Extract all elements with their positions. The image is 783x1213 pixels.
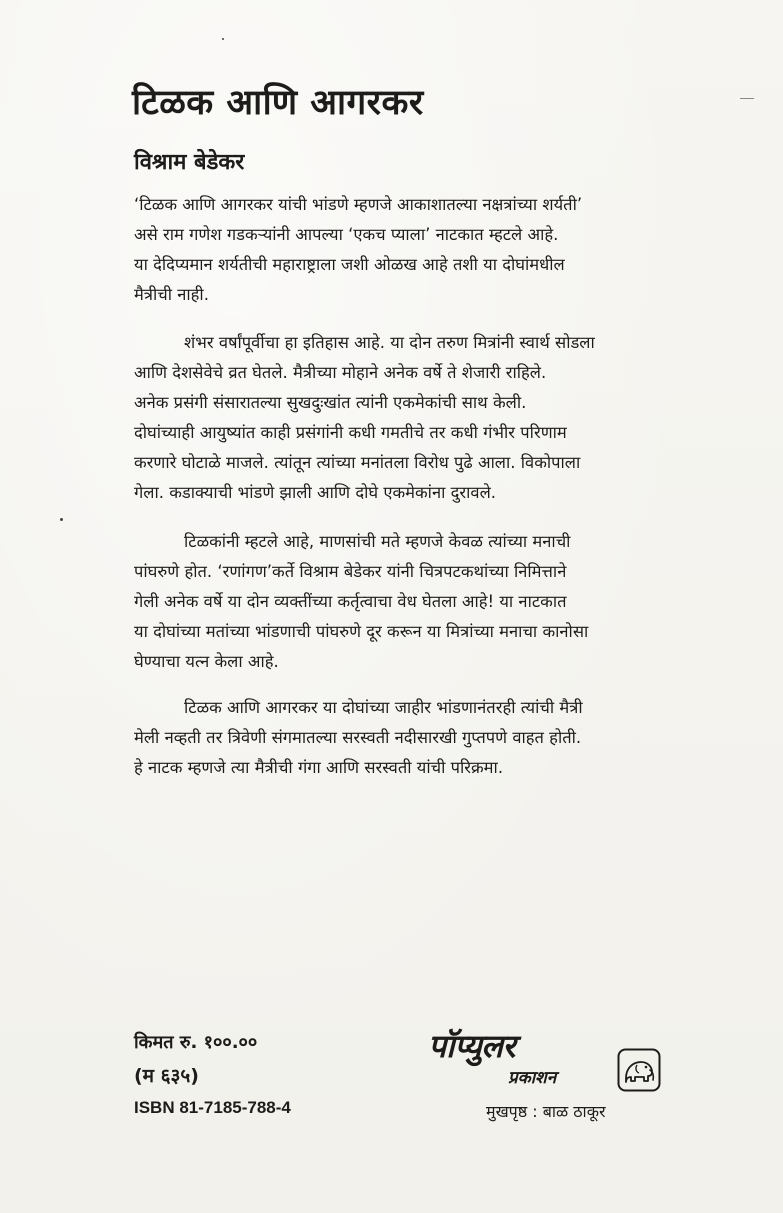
blurb-paragraph-3 — [134, 527, 664, 677]
paper-speck — [60, 518, 63, 521]
blurb-paragraph-2 — [134, 328, 664, 508]
blurb-line: या देदिप्यमान शर्यतीची महाराष्ट्राला जशी ओळख आहे तशी या दोघांमधील — [134, 255, 565, 274]
book-author: विश्राम बेडेकर — [134, 150, 245, 175]
blurb-line: शंभर वर्षांपूर्वीचा हा इतिहास आहे. या दोन तरुण मित्रांनी स्वार्थ सोडला — [184, 333, 595, 352]
blurb-line: हे नाटक म्हणजे त्या मैत्रीची गंगा आणि सरस्वती यांची परिक्रमा. — [134, 758, 504, 777]
blurb-line: या दोघांच्या मतांच्या भांडणाची पांघरुणे दूर करून या मित्रांच्या मनाचा कानोसा — [134, 622, 589, 641]
catalog-code: (म ६३५) — [134, 1065, 199, 1087]
elephant-logo-icon — [617, 1048, 661, 1092]
blurb-line: घेण्याचा यत्न केला आहे. — [134, 652, 279, 671]
blurb-line: आणि देशसेवेचे व्रत घेतले. मैत्रीच्या मोहाने अनेक वर्षे ते शेजारी राहिले. — [134, 363, 547, 382]
blurb-line: मेली नव्हती तर त्रिवेणी संगमातल्या सरस्वती नदीसारखी गुप्तपणे वाहत होती. — [134, 728, 582, 747]
blurb-line: टिळक आणि आगरकर या दोघांच्या जाहीर भांडणानंतरही त्यांची मैत्री — [184, 698, 583, 717]
price-label: किमत रु. १००.०० — [134, 1032, 258, 1053]
publisher-subtitle: प्रकाशन — [508, 1068, 557, 1088]
blurb-line: पांघरुणे होत. ‘रणांगण’कर्ते विश्राम बेडेकर यांनी चित्रपटकथांच्या निमित्ताने — [134, 562, 567, 581]
paper-speck — [740, 98, 754, 99]
blurb-line: मैत्रीची नाही. — [134, 285, 209, 304]
publisher-name: पॉप्युलर — [428, 1027, 515, 1065]
paper-speck — [222, 38, 224, 40]
blurb-line: टिळकांनी म्हटले आहे, माणसांची मते म्हणजे केवळ त्यांच्या मनाची — [184, 532, 571, 551]
blurb-line: असे राम गणेश गडकऱ्यांनी आपल्या ‘एकच प्याला’ नाटकात म्हटले आहे. — [134, 225, 559, 244]
blurb-paragraph-4 — [134, 693, 664, 783]
blurb-line: करणारे घोटाळे माजले. त्यांतून त्यांच्या मनांतला विरोध पुढे आला. विकोपाला — [134, 453, 581, 472]
book-title: टिळक आणि आगरकर — [132, 83, 424, 123]
blurb-line: गेला. कडाक्याची भांडणे झाली आणि दोघे एकमेकांना दुरावले. — [134, 483, 497, 502]
blurb-line: गेली अनेक वर्षे या दोन व्यक्तींच्या कर्तृत्वाचा वेध घेतला आहे! या नाटकात — [134, 592, 567, 611]
blurb-line: दोघांच्याही आयुष्यांत काही प्रसंगांनी कधी गमतीचे तर कधी गंभीर परिणाम — [134, 423, 567, 442]
cover-credit: मुखपृष्ठ : बाळ ठाकूर — [486, 1102, 606, 1121]
blurb-line: ‘टिळक आणि आगरकर यांची भांडणे म्हणजे आकाशातल्या नक्षत्रांच्या शर्यती’ — [134, 195, 583, 214]
blurb-paragraph-1 — [134, 190, 664, 310]
isbn-number: ISBN 81-7185-788-4 — [134, 1098, 291, 1117]
blurb-line: अनेक प्रसंगी संसारातल्या सुखदुःखांत त्यांनी एकमेकांची साथ केली. — [134, 393, 527, 412]
